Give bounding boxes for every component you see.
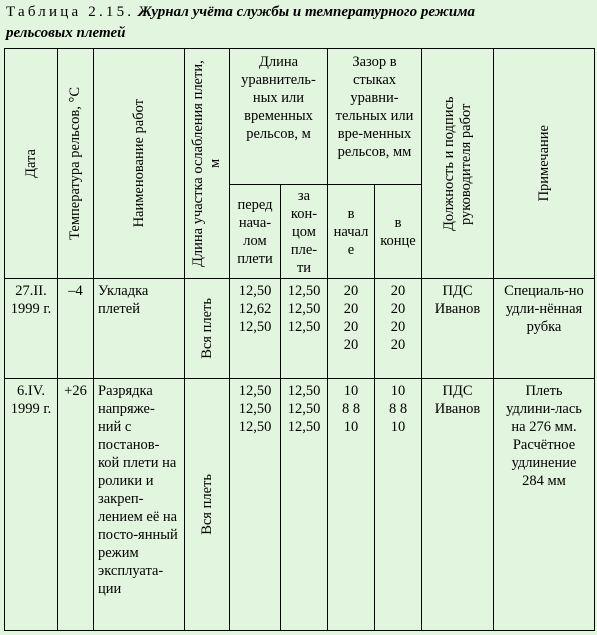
cell-after: 12,50 12,50 12,50 bbox=[281, 379, 328, 631]
cell-date: 6.IV. 1999 г. bbox=[5, 379, 58, 631]
header-note: Примечание bbox=[494, 49, 595, 279]
service-log-table bbox=[4, 48, 595, 631]
cell-gap-end: 10 8 8 10 bbox=[375, 379, 422, 631]
cell-work: Разрядка напряже-ний с постанов-кой плети на ролики и закреп-лением её на посто-янный режим эксплуата-ции bbox=[94, 379, 185, 631]
cell-weak: Вся плеть bbox=[185, 279, 230, 379]
caption-label: Таблица 2.15. bbox=[6, 4, 135, 20]
cell-temp: +26 bbox=[58, 379, 94, 631]
header-eq-after: за кон-цом пле-ти bbox=[281, 185, 328, 279]
cell-date: 27.II. 1999 г. bbox=[5, 279, 58, 379]
cell-position: ПДС Иванов bbox=[422, 279, 494, 379]
cell-position: ПДС Иванов bbox=[422, 379, 494, 631]
cell-weak: Вся плеть bbox=[185, 379, 230, 631]
caption-title-line2: рельсовых плетей bbox=[6, 25, 126, 41]
cell-before: 12,50 12,50 12,50 bbox=[230, 379, 281, 631]
cell-gap-start: 10 8 8 10 bbox=[328, 379, 375, 631]
cell-note: Специаль-но удли-нённая рубка bbox=[494, 279, 595, 379]
table-row bbox=[5, 279, 595, 379]
cell-work: Укладка плетей bbox=[94, 279, 185, 379]
header-gap-start: в начале bbox=[328, 185, 375, 279]
cell-gap-end: 20 20 20 20 bbox=[375, 279, 422, 379]
table-row bbox=[5, 379, 595, 631]
header-work: Наименование работ bbox=[94, 49, 185, 279]
header-eq-before: перед нача-лом плети bbox=[230, 185, 281, 279]
cell-temp: –4 bbox=[58, 279, 94, 379]
header-position: Должность и подпись руководителя работ bbox=[422, 49, 494, 279]
header-equalizing: Длина уравнитель-ных или временных рельсов, м bbox=[230, 49, 328, 185]
header-date: Дата bbox=[5, 49, 58, 279]
header-gap-end: в конце bbox=[375, 185, 422, 279]
header-gap: Зазор в стыках уравни-тельных или вре-менных рельсов, мм bbox=[328, 49, 422, 185]
cell-after: 12,50 12,50 12,50 bbox=[281, 279, 328, 379]
cell-note: Плеть удлини-лась на 276 мм. Расчётное удлинение 284 мм bbox=[494, 379, 595, 631]
header-weak-length: Длина участка ослабления плети, м bbox=[185, 49, 230, 279]
caption-title-line1: Журнал учёта службы и температурного режима bbox=[138, 4, 476, 20]
cell-before: 12,50 12,62 12,50 bbox=[230, 279, 281, 379]
cell-gap-start: 20 20 20 20 bbox=[328, 279, 375, 379]
table-caption bbox=[6, 2, 594, 44]
header-temperature: Температура рельсов, °С bbox=[58, 49, 94, 279]
